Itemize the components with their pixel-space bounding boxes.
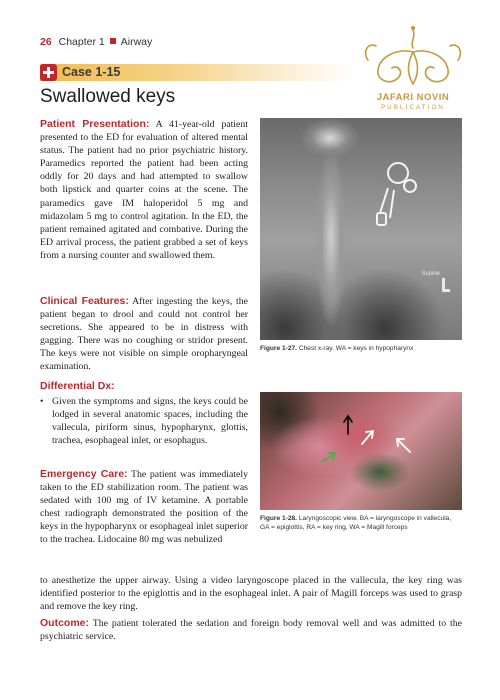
header-separator-square [110, 38, 116, 44]
presentation-heading: Patient Presentation: [40, 118, 150, 130]
emergency-continued-text: to anesthetize the upper airway. Using a video laryngoscope placed in the vallecula, the key ring was identified posterior to the epiglottis and in the esophageal inlet. A pair of Magill forceps was used to grasp and remove the key ring. [40, 575, 462, 613]
chest-xray-image [260, 118, 462, 340]
ornament-icon [358, 22, 468, 92]
annotation-arrows [260, 392, 462, 510]
list-item: • Given the symptoms and signs, the keys could be lodged in several anatomic spaces, including the vallecula, piriform sinus, hypopharynx, glottis, trachea, esophageal inlet, or esophagus. [40, 395, 248, 447]
supine-marker: Supine [421, 271, 440, 277]
differential-list [40, 395, 248, 447]
figure-1-28-caption [260, 514, 462, 532]
running-header [40, 36, 152, 48]
outcome-paragraph [40, 617, 462, 643]
medical-cross-icon [40, 64, 57, 81]
presentation-paragraph [40, 118, 248, 262]
keys-shadow [260, 118, 462, 340]
chapter-label: Chapter 1 [58, 36, 105, 48]
figure-label: Figure 1-28. [260, 515, 298, 522]
page-number: 26 [40, 36, 52, 48]
differential-heading: Differential Dx: [40, 380, 115, 392]
publisher-name: JAFARI NOVIN [376, 92, 450, 103]
presentation-text: A 41-year-old patient presented to the ED for evaluation of altered mental status. The patient had no prior psychiatric history. Paramedics reported the patient had been acting oddly for 20 days and had attempted to swallow both lipstick and quarter coins at the scene. The paramedics gave IM haloperidol 5 mg and midazolam 5 mg to control agitation. In the ED, the patient remained agitated and combative. During the ED arrival process, the patient grabbed a set of keys from a nursing counter and swallowed them. [40, 119, 248, 261]
case-number: Case 1-15 [62, 65, 121, 79]
outcome-heading: Outcome: [40, 617, 90, 629]
clinical-text: After ingesting the keys, the patient began to drool and could not control her secretions. She appeared to be in distress with gagging. There was no coughing or stridor present. The keys were not visible on simple oropharyngeal examination. [40, 296, 249, 373]
figure-caption-text: Chest x-ray. WA = keys in hypopharynx [298, 345, 414, 352]
case-title: Swallowed keys [40, 86, 176, 107]
clinical-paragraph [40, 295, 248, 374]
outcome-text: The patient tolerated the sedation and foreign body removal well and was admitted to the psychiatric service. [40, 618, 462, 643]
laryngoscopic-image [260, 392, 462, 510]
figure-1-27-caption [260, 344, 425, 353]
emergency-text: The patient was immediately taken to the ED stabilization room. The patient was sedated with 100 mg of IV ketamine. A portable chest radiograph demonstrated the position of the keys in the hypopharynx or esophageal inlet superior to the trachea. Lidocaine 80 mg was nebulized [40, 469, 248, 546]
emergency-heading: Emergency Care: [40, 468, 128, 480]
section-label: Airway [120, 36, 153, 48]
emergency-paragraph [40, 468, 248, 547]
publisher-watermark [358, 22, 468, 120]
emergency-continued-paragraph [40, 574, 462, 613]
clinical-heading: Clinical Features: [40, 295, 129, 307]
side-marker-icon [442, 278, 450, 292]
figure-label: Figure 1-27. [260, 345, 298, 352]
figure-caption-text: Laryngoscopic view. BA = laryngoscope in vallecula, GA = epiglottis, RA = key ring, WA = Magill forceps [260, 515, 452, 531]
publisher-subtitle: PUBLICATION [381, 105, 445, 111]
